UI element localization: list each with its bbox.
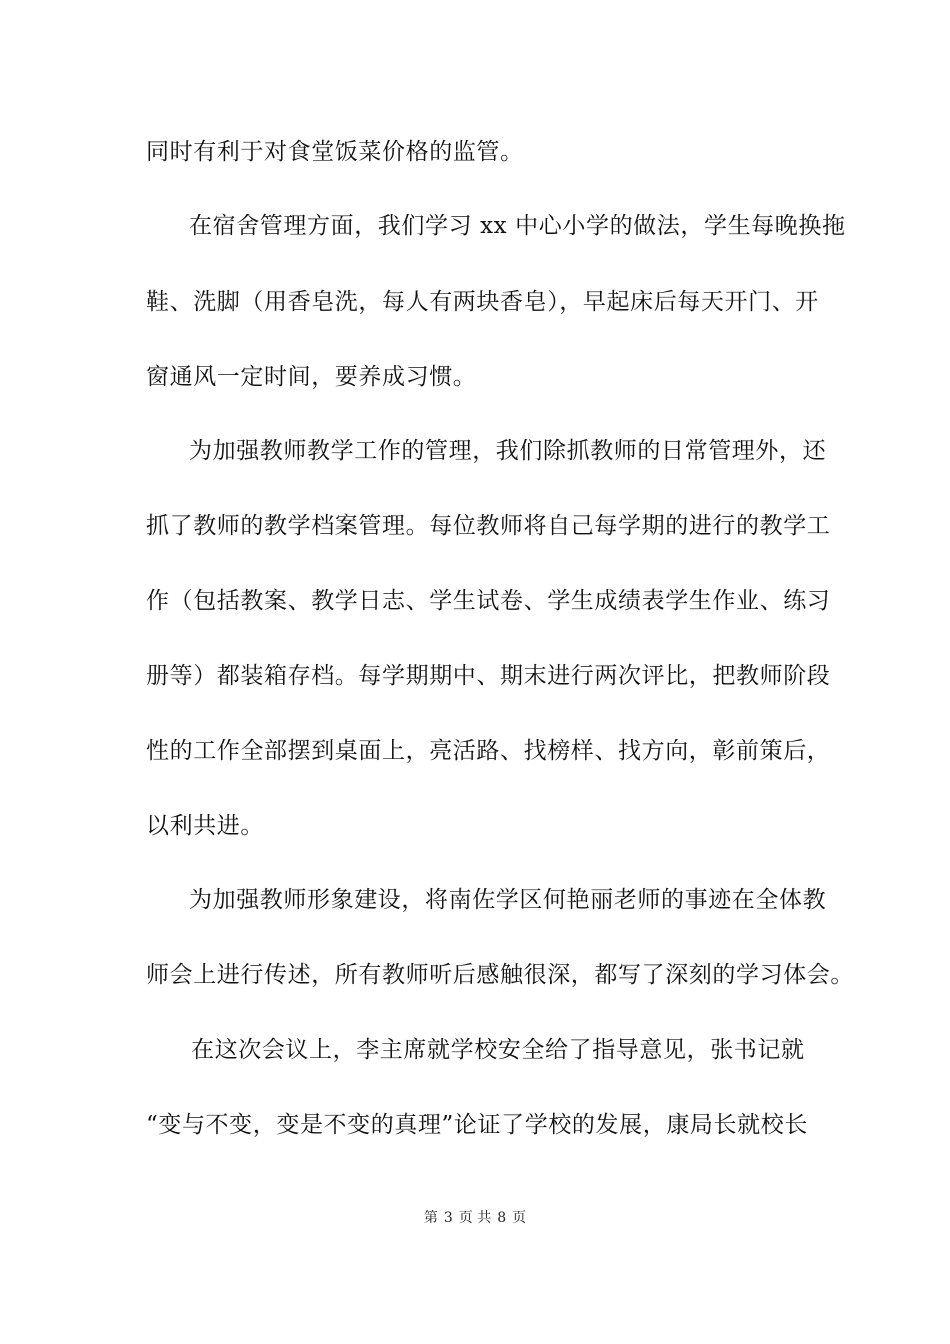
footer-total-pages: 8: [497, 1210, 507, 1226]
text-line-3: 鞋、洗脚（用香皂洗，每人有两块香皂），早起床后每天开门、开: [146, 289, 819, 315]
footer-label-of: 页 共: [458, 1210, 492, 1226]
footer-current-page: 3: [443, 1210, 453, 1226]
page-footer: [0, 1209, 950, 1227]
text-line-9: 性的工作全部摆到桌面上，亮活路、找榜样、找方向，彰前策后，: [146, 738, 831, 764]
text-line-10: 以利共进。: [146, 813, 264, 839]
text-line-12: 师会上进行传述，所有教师听后感触很深，都写了深刻的学习体会。: [146, 962, 854, 988]
text-line-2: 在宿舍管理方面，我们学习 xx 中心小学的做法，学生每晚换拖: [189, 213, 846, 239]
footer-label-end: 页: [512, 1210, 527, 1226]
text-line-14: “变与不变，变是不变的真理”论证了学校的发展，康局长就校长: [146, 1112, 808, 1138]
text-line-1: 同时有利于对食堂饭菜价格的监管。: [146, 139, 524, 165]
text-line-6: 抓了教师的教学档案管理。每位教师将自己每学期的进行的教学工: [146, 513, 831, 539]
text-line-7: 作（包括教案、教学日志、学生试卷、学生成绩表学生作业、练习: [146, 588, 831, 614]
footer-label-page: 第: [423, 1210, 438, 1226]
text-line-13: 在这次会议上，李主席就学校安全给了指导意见，张书记就: [191, 1037, 805, 1063]
text-line-4: 窗通风一定时间，要养成习惯。: [146, 364, 477, 390]
text-line-5: 为加强教师教学工作的管理，我们除抓教师的日常管理外，还: [189, 438, 827, 464]
text-line-8: 册等）都装箱存档。每学期期中、期末进行两次评比，把教师阶段: [146, 663, 831, 689]
text-line-11: 为加强教师形象建设，将南佐学区何艳丽老师的事迹在全体教: [189, 887, 827, 913]
